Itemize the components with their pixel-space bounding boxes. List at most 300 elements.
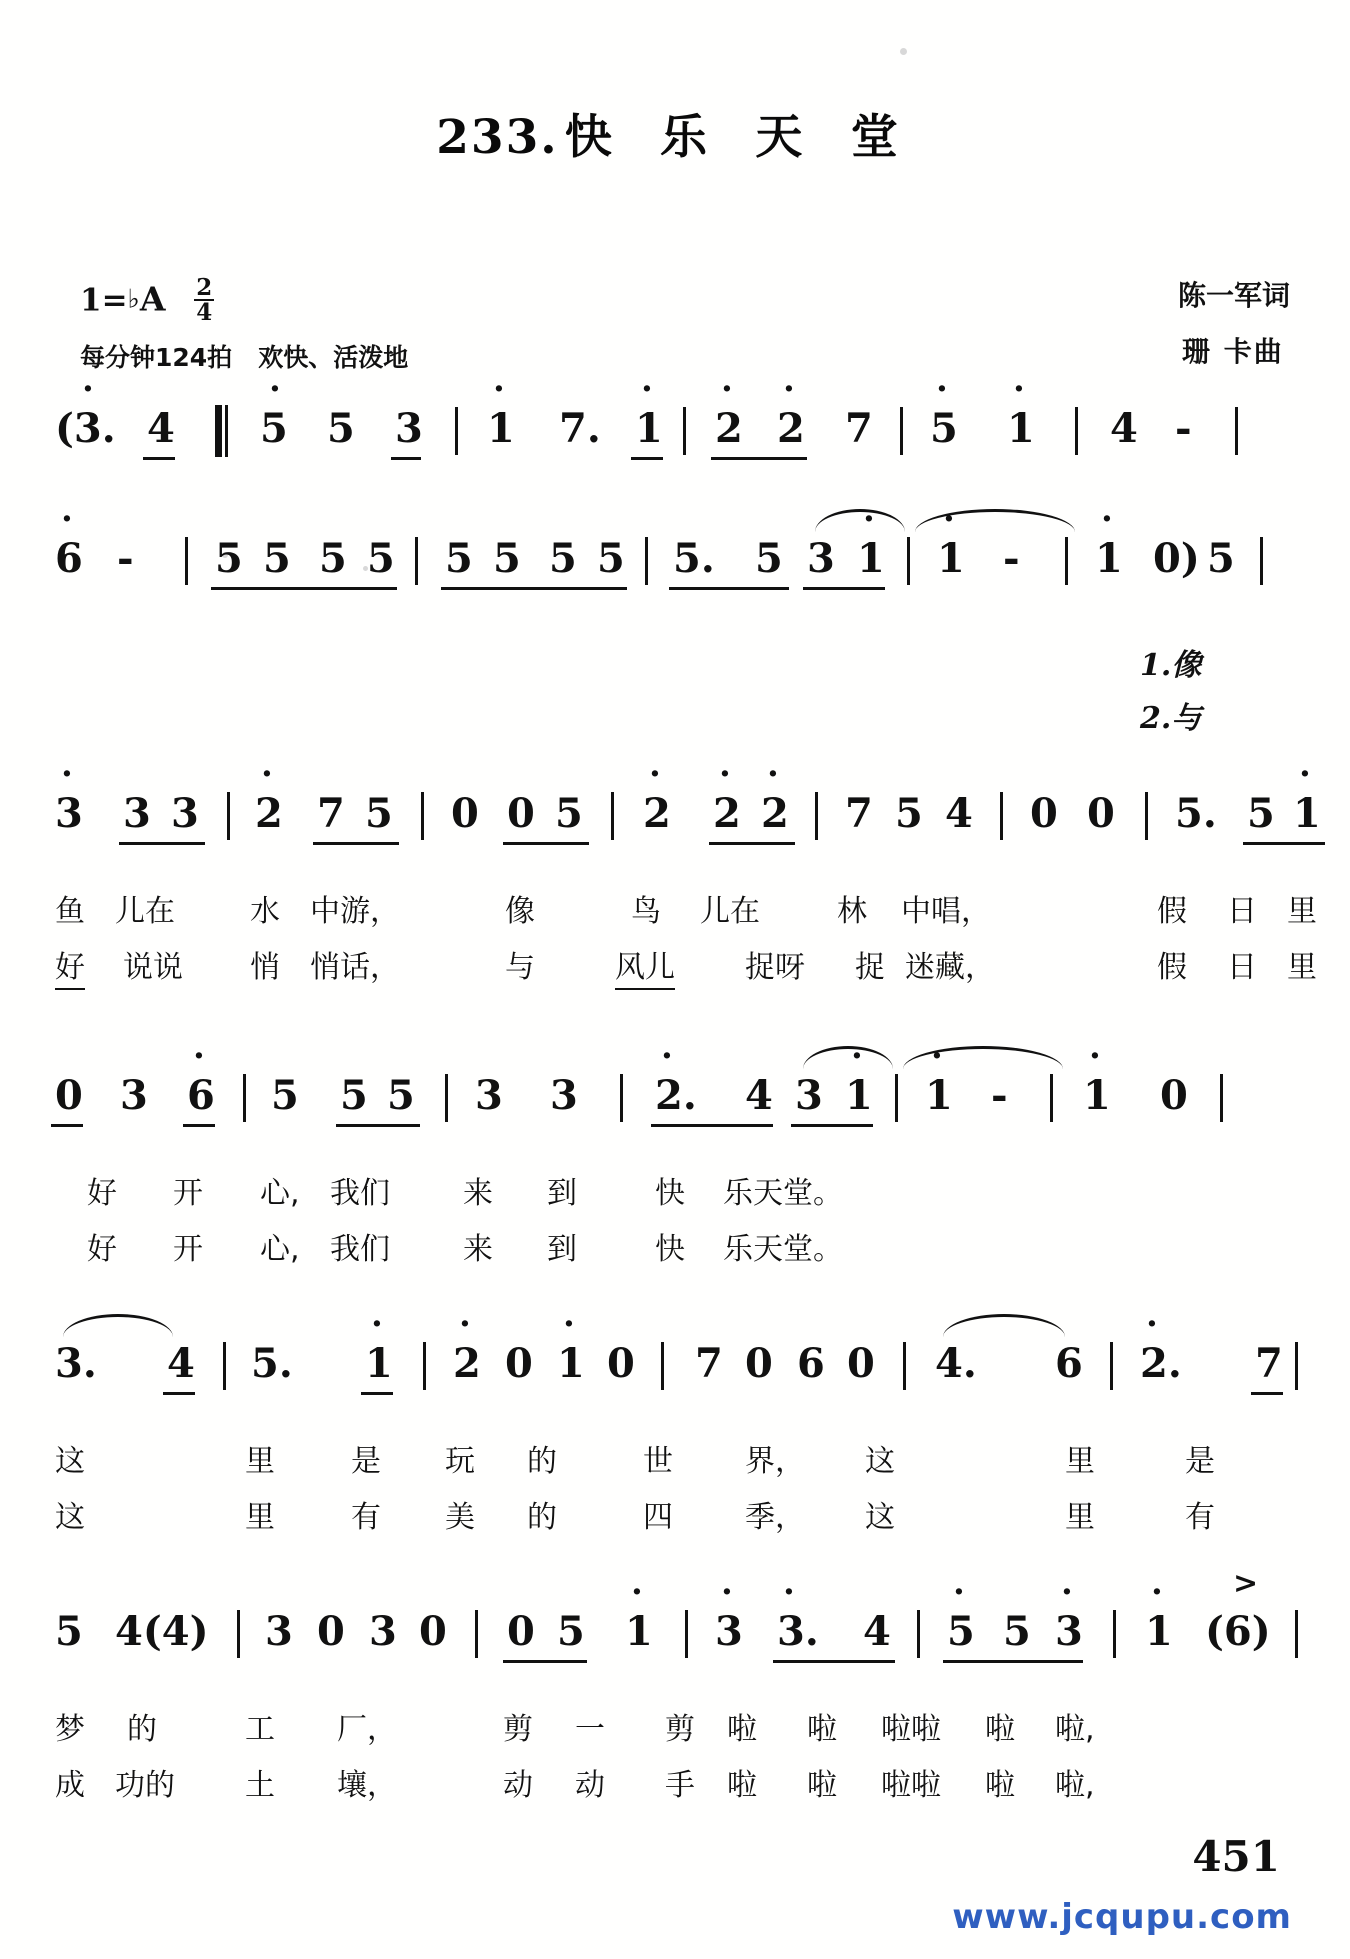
lyric-word: 季， bbox=[745, 1500, 805, 1535]
beam bbox=[709, 842, 795, 845]
tie bbox=[815, 509, 905, 532]
note: 1 bbox=[635, 405, 663, 452]
note-dot-above: · bbox=[936, 369, 948, 409]
lyric-word: 剪 bbox=[503, 1712, 533, 1747]
system-3-lyrics-verse-1 bbox=[55, 886, 1317, 936]
note: 0) bbox=[1153, 535, 1200, 582]
note: 1 bbox=[845, 1072, 873, 1119]
note: 3 bbox=[369, 1608, 397, 1655]
note: 1 bbox=[1083, 1072, 1111, 1119]
note: 2 bbox=[715, 405, 743, 452]
beam bbox=[143, 457, 175, 460]
barline bbox=[1000, 792, 1003, 840]
note: 0 bbox=[1030, 790, 1058, 837]
barline bbox=[685, 1610, 688, 1658]
lyric-word: 这 bbox=[865, 1444, 895, 1479]
beam bbox=[803, 587, 885, 590]
note-dot-above: · bbox=[1151, 1572, 1163, 1612]
note: 4 bbox=[1110, 405, 1138, 452]
note: 3 bbox=[123, 790, 151, 837]
note: (3. bbox=[55, 405, 116, 452]
barline bbox=[1145, 792, 1148, 840]
lyric-word: 成 bbox=[55, 1768, 85, 1803]
barline bbox=[620, 1074, 623, 1122]
barline bbox=[1295, 1342, 1298, 1390]
system-6-lyrics-verse-2 bbox=[55, 1760, 1295, 1810]
note-dot-above: · bbox=[82, 369, 94, 409]
meter-top: 2 bbox=[196, 274, 213, 301]
lyric-word: 水 bbox=[250, 894, 280, 929]
key-letter: A bbox=[139, 279, 166, 319]
key-prefix: 1= bbox=[80, 282, 128, 319]
lyric-word: 世 bbox=[643, 1444, 673, 1479]
barline bbox=[421, 792, 424, 840]
note: 5 bbox=[1207, 535, 1235, 582]
note: 3 bbox=[475, 1072, 503, 1119]
note: 1 bbox=[1293, 790, 1321, 837]
note-dot-above: · bbox=[269, 369, 281, 409]
note: 7 bbox=[845, 790, 873, 837]
system-4 bbox=[55, 1036, 1295, 1274]
lyric-word: 到 bbox=[547, 1232, 577, 1267]
note-dot-above: · bbox=[563, 1304, 575, 1344]
note-dot-above: · bbox=[649, 754, 661, 794]
lyric-word: 乐天堂。 bbox=[723, 1176, 843, 1211]
note: 3 bbox=[807, 535, 835, 582]
note: 0 bbox=[419, 1608, 447, 1655]
system-1 bbox=[55, 369, 1295, 475]
note: 0 bbox=[745, 1340, 773, 1387]
note: 3 bbox=[1055, 1608, 1083, 1655]
accent-icon: > bbox=[1233, 1566, 1259, 1601]
lyric-word: 是 bbox=[1185, 1444, 1215, 1479]
note: 1 bbox=[1095, 535, 1123, 582]
lyric-word: 我们 bbox=[330, 1232, 390, 1267]
barline bbox=[1110, 1342, 1113, 1390]
note: 1 bbox=[487, 405, 515, 452]
lyric-word: 动 bbox=[575, 1768, 605, 1803]
system-5-lyrics-verse-2 bbox=[55, 1492, 1295, 1542]
tie bbox=[803, 1046, 893, 1069]
note-dot-above: · bbox=[641, 369, 653, 409]
note: 0 bbox=[847, 1340, 875, 1387]
system-4-notes bbox=[55, 1036, 1295, 1142]
beam bbox=[313, 842, 399, 845]
note: 1 bbox=[625, 1608, 653, 1655]
note-dot-above: · bbox=[719, 754, 731, 794]
lyric-word: 里 bbox=[245, 1444, 275, 1479]
lyric-word: 啦, bbox=[1055, 1768, 1095, 1803]
note: 3 bbox=[265, 1608, 293, 1655]
system-3-notes bbox=[55, 754, 1321, 860]
note: 5 bbox=[557, 1608, 585, 1655]
note-dot-above: · bbox=[631, 1572, 643, 1612]
beam bbox=[711, 457, 807, 460]
system-5-notes bbox=[55, 1304, 1295, 1410]
note: 4 bbox=[147, 405, 175, 452]
note-dot-above: · bbox=[1101, 499, 1113, 539]
barline bbox=[611, 792, 614, 840]
note-dot-above: · bbox=[863, 499, 875, 539]
note: 1 bbox=[365, 1340, 393, 1387]
lyric-word: 功的 bbox=[115, 1768, 175, 1803]
lyric-word: 的 bbox=[127, 1712, 157, 1747]
barline bbox=[1075, 407, 1078, 455]
note: 1 bbox=[925, 1072, 953, 1119]
tie bbox=[63, 1314, 173, 1337]
lyric-word: 啦 bbox=[727, 1768, 757, 1803]
note: 5 bbox=[930, 405, 958, 452]
lyric-word: 风儿 bbox=[615, 942, 675, 990]
lyric-word: 说说 bbox=[123, 950, 183, 985]
note: 6 bbox=[797, 1340, 825, 1387]
note: - bbox=[117, 535, 134, 582]
lyric-word: 里 bbox=[1065, 1500, 1095, 1535]
title-text: 快 乐 天 堂 bbox=[564, 110, 914, 165]
lyric-word: 梦 bbox=[55, 1712, 85, 1747]
beam bbox=[503, 842, 589, 845]
tie bbox=[915, 509, 1075, 532]
beam bbox=[669, 587, 789, 590]
note-dot-above: · bbox=[931, 1036, 943, 1076]
note: 2. bbox=[1140, 1340, 1182, 1387]
lyric-word: 这 bbox=[55, 1444, 85, 1479]
beam bbox=[441, 587, 627, 590]
note: 5 bbox=[340, 1072, 368, 1119]
lyric-word: 厂， bbox=[337, 1712, 397, 1747]
note: 1 bbox=[857, 535, 885, 582]
note: 5 bbox=[319, 535, 347, 582]
beam bbox=[651, 1124, 773, 1127]
lyric-word: 啦啦 bbox=[881, 1712, 941, 1747]
note-dot-above: · bbox=[1013, 369, 1025, 409]
repeat-start-sign-inner bbox=[215, 405, 231, 457]
note: 0 bbox=[1160, 1072, 1188, 1119]
system-4-lyrics-verse-1 bbox=[55, 1168, 1295, 1218]
note: 0 bbox=[451, 790, 479, 837]
barline bbox=[661, 1342, 664, 1390]
note: 3 bbox=[395, 405, 423, 452]
note: 3 bbox=[715, 1608, 743, 1655]
beam bbox=[163, 1392, 195, 1395]
lyricist: 陈一军词 bbox=[1177, 279, 1290, 312]
system-5-lyrics-verse-1 bbox=[55, 1436, 1295, 1486]
note: 3 bbox=[795, 1072, 823, 1119]
note: 5. bbox=[1175, 790, 1217, 837]
note: 7 bbox=[317, 790, 345, 837]
barline bbox=[645, 537, 648, 585]
note: 2 bbox=[255, 790, 283, 837]
note: 5 bbox=[1003, 1608, 1031, 1655]
lyric-word: 的 bbox=[527, 1444, 557, 1479]
lyric-word: 的 bbox=[527, 1500, 557, 1535]
barline bbox=[1220, 1074, 1223, 1122]
lyric-word: 里 bbox=[1287, 894, 1317, 929]
note: 0 bbox=[317, 1608, 345, 1655]
page-number: 451 bbox=[1192, 1832, 1280, 1881]
lyric-word: 美 bbox=[445, 1500, 475, 1535]
lyric-word: 啦 bbox=[985, 1712, 1015, 1747]
lyric-word: 啦 bbox=[727, 1712, 757, 1747]
system-3 bbox=[55, 754, 1321, 992]
note: - bbox=[991, 1072, 1008, 1119]
note-dot-above: · bbox=[61, 499, 73, 539]
beam bbox=[1251, 1392, 1283, 1395]
lyric-word: 好 bbox=[55, 942, 85, 990]
note-dot-above: · bbox=[783, 369, 795, 409]
note-dot-above: · bbox=[953, 1572, 965, 1612]
beam bbox=[336, 1124, 420, 1127]
note: 7 bbox=[1255, 1340, 1283, 1387]
note-dot-above: · bbox=[1089, 1036, 1101, 1076]
system-4-lyrics-verse-2 bbox=[55, 1224, 1295, 1274]
lyric-word: 四 bbox=[643, 1500, 673, 1535]
note: 6 bbox=[1055, 1340, 1083, 1387]
note: - bbox=[1003, 535, 1020, 582]
system-3-lyrics-verse-2 bbox=[55, 942, 1317, 992]
lyric-word: 啦, bbox=[1055, 1712, 1095, 1747]
barline bbox=[415, 537, 418, 585]
barline bbox=[815, 792, 818, 840]
lyric-word: 动 bbox=[503, 1768, 533, 1803]
system-5 bbox=[55, 1304, 1295, 1542]
note: 0 bbox=[505, 1340, 533, 1387]
lyric-word: 假 bbox=[1157, 950, 1187, 985]
note: - bbox=[1175, 405, 1192, 452]
meter-bottom: 4 bbox=[196, 299, 213, 326]
beam bbox=[773, 1660, 895, 1663]
lyric-word: 啦 bbox=[985, 1768, 1015, 1803]
lyric-word: 心, bbox=[260, 1176, 300, 1211]
lyric-word: 捉呀 bbox=[745, 950, 805, 985]
lyric-word: 鸟 bbox=[631, 894, 661, 929]
note: 5 bbox=[555, 790, 583, 837]
lyric-word: 儿在 bbox=[700, 894, 760, 929]
note-dot-above: · bbox=[459, 1304, 471, 1344]
barline bbox=[1295, 1610, 1298, 1658]
barline bbox=[1235, 407, 1238, 455]
time-signature bbox=[194, 276, 214, 324]
note: 2 bbox=[777, 405, 805, 452]
lyric-word: 捉 bbox=[855, 950, 885, 985]
beam bbox=[211, 587, 397, 590]
note: 2. bbox=[655, 1072, 697, 1119]
lyric-word: 我们 bbox=[330, 1176, 390, 1211]
lyric-word: 好 bbox=[87, 1176, 117, 1211]
note: 4 bbox=[863, 1608, 891, 1655]
note: 5. bbox=[673, 535, 715, 582]
note-dot-above: · bbox=[943, 499, 955, 539]
note: 1 bbox=[1145, 1608, 1173, 1655]
barline bbox=[1113, 1610, 1116, 1658]
barline bbox=[455, 407, 458, 455]
note-dot-above: · bbox=[851, 1036, 863, 1076]
note-dot-above: · bbox=[493, 369, 505, 409]
lyric-word: 里 bbox=[1287, 950, 1317, 985]
note-dot-above: · bbox=[193, 1036, 205, 1076]
lyric-word: 啦 bbox=[807, 1768, 837, 1803]
lyric-word: 土 bbox=[245, 1768, 275, 1803]
note: 5 bbox=[755, 535, 783, 582]
barline bbox=[895, 1074, 898, 1122]
lyric-word: 来 bbox=[463, 1232, 493, 1267]
note: 5 bbox=[365, 790, 393, 837]
note: 3 bbox=[550, 1072, 578, 1119]
note-dot-above: · bbox=[371, 1304, 383, 1344]
lyric-word: 玩 bbox=[445, 1444, 475, 1479]
lyric-word: 一 bbox=[575, 1712, 605, 1747]
note: 2 bbox=[713, 790, 741, 837]
beam bbox=[943, 1660, 1083, 1663]
title-number: 233. bbox=[436, 110, 559, 165]
note: 5 bbox=[271, 1072, 299, 1119]
note: 1 bbox=[557, 1340, 585, 1387]
lyric-word: 悄 bbox=[250, 950, 280, 985]
volta-1 bbox=[1140, 640, 1201, 684]
note: 1 bbox=[1007, 405, 1035, 452]
note: 5 bbox=[493, 535, 521, 582]
barline bbox=[683, 407, 686, 455]
beam bbox=[183, 1124, 215, 1127]
lyric-word: 悄话， bbox=[310, 950, 400, 985]
watermark-url: www.jcqupu.com bbox=[952, 1897, 1292, 1937]
lyric-word: 中游， bbox=[310, 894, 400, 929]
barline bbox=[223, 1342, 226, 1390]
note: 5 bbox=[549, 535, 577, 582]
beam bbox=[1243, 842, 1325, 845]
note-dot-above: · bbox=[721, 369, 733, 409]
lyric-word: 迷藏， bbox=[905, 950, 995, 985]
lyric-word: 鱼 bbox=[55, 894, 85, 929]
system-6-notes bbox=[55, 1566, 1295, 1678]
lyric-word: 林 bbox=[837, 894, 867, 929]
note: 5 bbox=[367, 535, 395, 582]
lyric-word: 中唱， bbox=[901, 894, 991, 929]
lyric-word: 心, bbox=[260, 1232, 300, 1267]
note: 7 bbox=[695, 1340, 723, 1387]
system-2 bbox=[55, 499, 1295, 736]
note: 5 bbox=[215, 535, 243, 582]
lyric-word: 好 bbox=[87, 1232, 117, 1267]
note: 6 bbox=[55, 535, 83, 582]
note: 7. bbox=[559, 405, 601, 452]
note: (6) bbox=[1205, 1608, 1271, 1655]
barline bbox=[227, 792, 230, 840]
note-dot-above: · bbox=[767, 754, 779, 794]
lyric-word: 里 bbox=[245, 1500, 275, 1535]
note: 5 bbox=[260, 405, 288, 452]
beam bbox=[391, 457, 421, 460]
beam bbox=[361, 1392, 393, 1395]
note: 3 bbox=[171, 790, 199, 837]
note: 0 bbox=[507, 1608, 535, 1655]
note: 5. bbox=[251, 1340, 293, 1387]
barline bbox=[475, 1610, 478, 1658]
lyric-word: 快 bbox=[655, 1176, 685, 1211]
lyric-word: 像 bbox=[505, 894, 535, 929]
note: 5 bbox=[597, 535, 625, 582]
lyric-word: 与 bbox=[505, 950, 535, 985]
barline bbox=[900, 407, 903, 455]
tie bbox=[943, 1314, 1065, 1337]
note: 5 bbox=[445, 535, 473, 582]
barline bbox=[917, 1610, 920, 1658]
lyric-word: 手 bbox=[665, 1768, 695, 1803]
note: 3 bbox=[55, 790, 83, 837]
paper-speck bbox=[900, 48, 907, 55]
lyric-word: 日 bbox=[1227, 950, 1257, 985]
barline bbox=[1065, 537, 1068, 585]
barline bbox=[1260, 537, 1263, 585]
lyric-word: 工 bbox=[245, 1712, 275, 1747]
key-signature bbox=[80, 274, 214, 326]
note-dot-above: · bbox=[721, 1572, 733, 1612]
lyric-word: 里 bbox=[1065, 1444, 1095, 1479]
barline bbox=[1050, 1074, 1053, 1122]
beam bbox=[119, 842, 205, 845]
flat-icon: ♭ bbox=[127, 284, 140, 315]
lyric-word: 这 bbox=[55, 1500, 85, 1535]
lyric-word: 这 bbox=[865, 1500, 895, 1535]
beam bbox=[631, 457, 663, 460]
credits bbox=[1178, 268, 1290, 380]
note: 5 bbox=[895, 790, 923, 837]
note: 4 bbox=[745, 1072, 773, 1119]
beam bbox=[503, 1660, 587, 1663]
note-dot-above: · bbox=[661, 1036, 673, 1076]
note: 6 bbox=[187, 1072, 215, 1119]
note: 3. bbox=[55, 1340, 97, 1387]
lyric-word: 啦啦 bbox=[881, 1768, 941, 1803]
lyric-word: 到 bbox=[547, 1176, 577, 1211]
note: 3 bbox=[120, 1072, 148, 1119]
note: 5 bbox=[263, 535, 291, 582]
page-title bbox=[0, 100, 1350, 167]
note: 4. bbox=[935, 1340, 977, 1387]
lyric-word: 快 bbox=[655, 1232, 685, 1267]
barline bbox=[185, 537, 188, 585]
barline bbox=[237, 1610, 240, 1658]
note: 5 bbox=[55, 1608, 83, 1655]
beam bbox=[51, 1124, 83, 1127]
note: 0 bbox=[607, 1340, 635, 1387]
lyric-word: 日 bbox=[1227, 894, 1257, 929]
note-dot-above: · bbox=[261, 754, 273, 794]
lyric-word: 乐天堂。 bbox=[723, 1232, 843, 1267]
note: 2 bbox=[643, 790, 671, 837]
lyric-word: 来 bbox=[463, 1176, 493, 1211]
lyric-word: 假 bbox=[1157, 894, 1187, 929]
note: 4 bbox=[167, 1340, 195, 1387]
lyric-word: 开 bbox=[173, 1232, 203, 1267]
barline bbox=[445, 1074, 448, 1122]
note: 3. bbox=[777, 1608, 819, 1655]
note: 0 bbox=[1087, 790, 1115, 837]
note-dot-above: · bbox=[783, 1572, 795, 1612]
note: 2 bbox=[761, 790, 789, 837]
note: 4(4) bbox=[115, 1608, 209, 1655]
note: 5 bbox=[947, 1608, 975, 1655]
lyric-word: 开 bbox=[173, 1176, 203, 1211]
lyric-word: 界， bbox=[745, 1444, 805, 1479]
tempo-text: 每分钟124拍 bbox=[80, 343, 233, 372]
tempo-marking bbox=[80, 338, 408, 374]
lyric-word: 有 bbox=[351, 1500, 381, 1535]
lyric-word: 壤， bbox=[337, 1768, 397, 1803]
note: 4 bbox=[945, 790, 973, 837]
tie bbox=[903, 1046, 1063, 1069]
note: 5 bbox=[327, 405, 355, 452]
